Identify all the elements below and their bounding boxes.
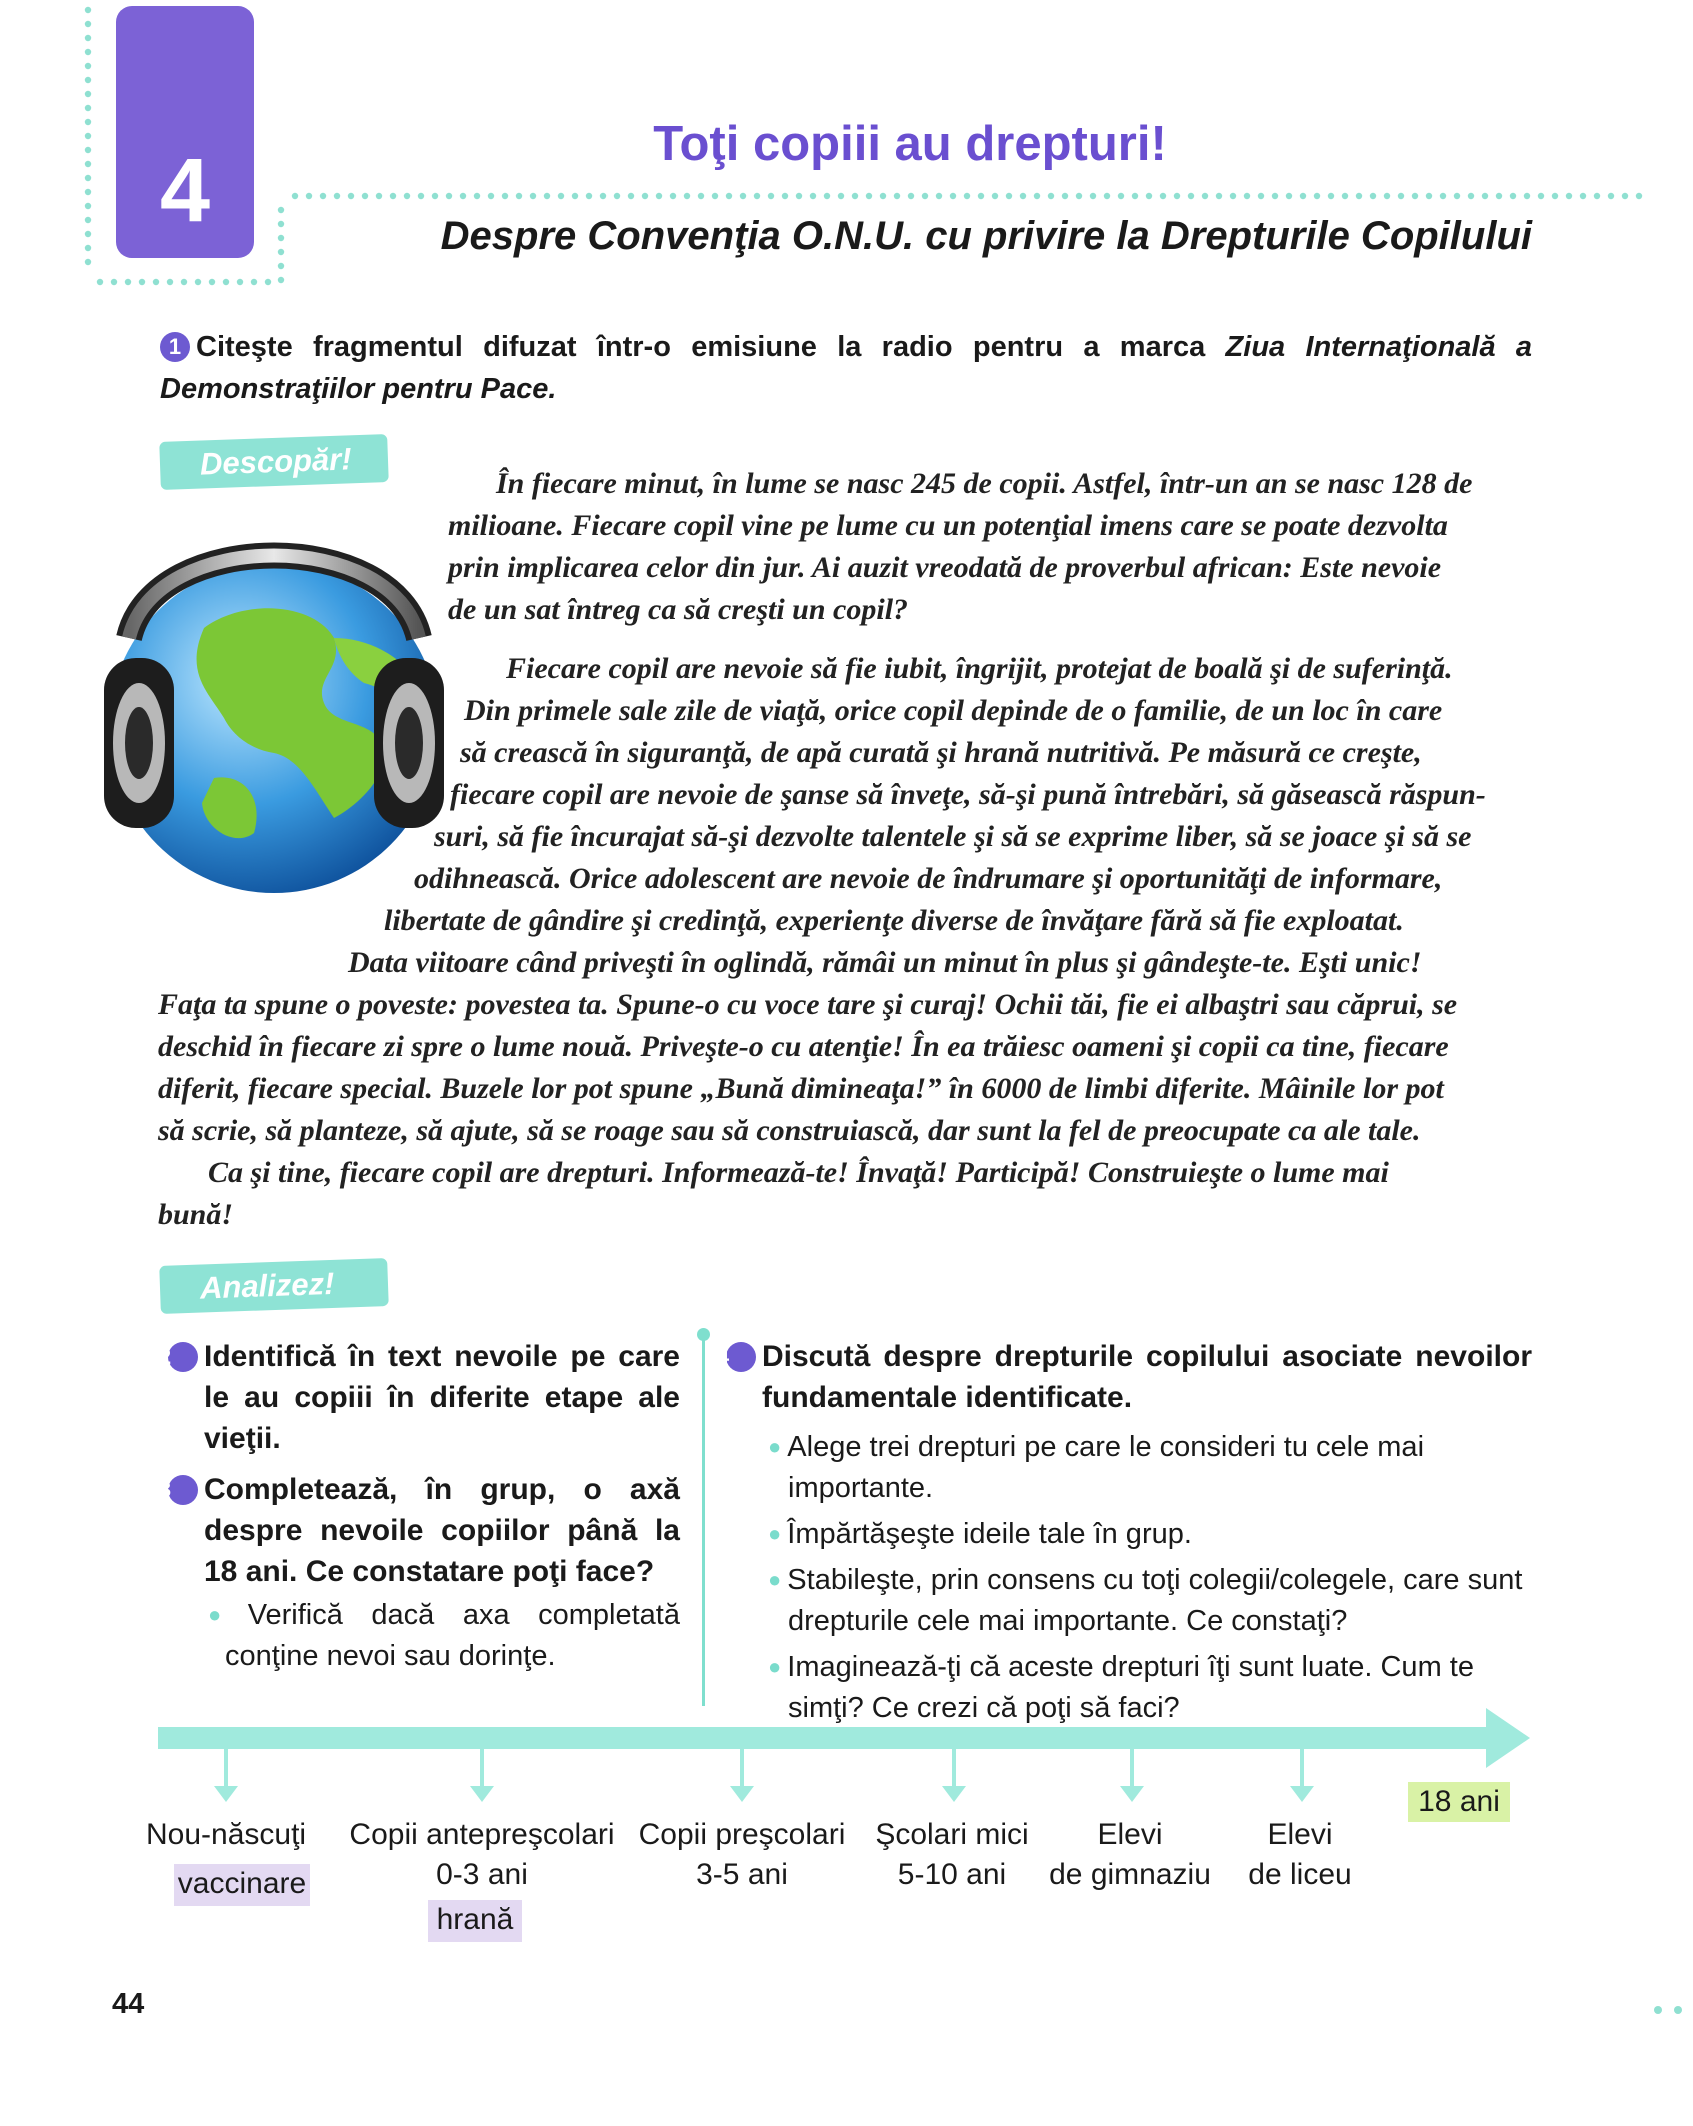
reading-line: deschid în fiecare zi spre o lume nouă. Priveşte-o cu atenţie! În ea trăiesc oameni şi copii ca tine, fiecare xyxy=(158,1030,1449,1063)
exercise-number: 3 xyxy=(168,1475,198,1505)
exercise-4-bullet: ● Stabileşte, prin consens cu toţi colegii/colegele, care sunt drepturile cele mai importante. Ce constaţi? xyxy=(768,1564,1523,1637)
analyze-tag: Analizez! xyxy=(159,1258,389,1314)
exercise-4-bullet: ● Împărtăşeşte ideile tale în grup. xyxy=(768,1518,1192,1550)
exercise-number: 4 xyxy=(726,1342,756,1372)
timeline-stage-label: Nou-născuţi xyxy=(146,1818,307,1851)
reading-line: suri, să fie încurajat să-şi dezvolte talentele şi să se exprime liber, să se joace şi să se xyxy=(434,820,1472,853)
timeline-stage-label: Elevi xyxy=(1097,1818,1163,1851)
timeline-tick-arrow xyxy=(730,1786,754,1802)
exercise-number: 2 xyxy=(168,1342,198,1372)
bullet-icon: ● xyxy=(768,1434,782,1459)
timeline-stage-age: 0-3 ani xyxy=(436,1858,528,1891)
reading-line: Faţa ta spune o poveste: povestea ta. Spune-o cu voce tare şi curaj! Ochii tăi, fie ei albaştri sau căprui, se xyxy=(158,988,1458,1021)
exercise-3 xyxy=(158,1469,680,1592)
reading-line: În fiecare minut, în lume se nasc 245 de copii. Astfel, într-un an se nasc 128 de xyxy=(496,467,1473,500)
reading-line: prin implicarea celor din jur. Ai auzit vreodată de proverbul african: Este nevoie xyxy=(448,551,1442,584)
page-number: 44 xyxy=(112,1988,145,2020)
reading-line: Fiecare copil are nevoie să fie iubit, îngrijit, protejat de boală şi de suferinţă. xyxy=(506,652,1453,685)
timeline-end-badge: 18 ani xyxy=(1408,1782,1510,1822)
page-title: Toţi copiii au drepturi! xyxy=(653,117,1167,171)
reading-line: să scrie, să planteze, să ajute, să se roage sau să construiască, dar sunt la fel de preocupate ca ale tale. xyxy=(158,1114,1421,1147)
timeline-tick-arrow xyxy=(214,1786,238,1802)
page-subtitle: Despre Convenţia O.N.U. cu privire la Drepturile Copilului xyxy=(440,214,1532,258)
timeline-tick-arrow xyxy=(942,1786,966,1802)
timeline-tick xyxy=(952,1748,956,1788)
timeline-tick xyxy=(1300,1748,1304,1788)
chapter-number: 4 xyxy=(159,141,211,241)
reading-line: diferit, fiecare special. Buzele lor pot spune „Bună dimineaţa!” în 6000 de limbi diferite. Mâinile lor pot xyxy=(158,1072,1444,1105)
timeline-stage-age: de liceu xyxy=(1248,1858,1352,1891)
reading-line: Data viitoare când priveşti în oglindă, rămâi un minut în plus şi gândeşte-te. Eşti unic! xyxy=(348,946,1422,979)
exercise-4-bullet: ● Alege trei drepturi pe care le consideri tu cele mai importante. xyxy=(768,1431,1425,1504)
timeline-stage-age: 5-10 ani xyxy=(897,1858,1007,1891)
exercise-1-text: Citeşte fragmentul difuzat într-o emisiune la radio pentru a marca xyxy=(196,331,1226,363)
timeline-example-badge: hrană xyxy=(428,1900,522,1942)
exercise-2 xyxy=(158,1336,680,1459)
column-divider xyxy=(702,1336,705,1706)
bullet-icon: ● xyxy=(768,1521,782,1546)
timeline-tick xyxy=(480,1748,484,1788)
reading-line: Din primele sale zile de viaţă, orice copil depinde de o familie, de un loc în care xyxy=(464,694,1443,727)
exercises-left-column xyxy=(158,1336,680,1677)
reading-line: odihnească. Orice adolescent are nevoie de îndrumare şi oportunităţi de informare, xyxy=(414,862,1443,895)
timeline-stage-age: de gimnaziu xyxy=(1049,1858,1211,1891)
reading-line: milioane. Fiecare copil vine pe lume cu un potenţial imens care se poate dezvolta xyxy=(448,509,1448,542)
bullet-icon: ● xyxy=(768,1567,782,1592)
timeline-axis xyxy=(158,1727,1488,1749)
exercise-2-text: Identifică în text nevoile pe care le au copiii în diferite etape ale vieţii. xyxy=(204,1340,680,1455)
timeline-stage-label: Elevi xyxy=(1267,1818,1333,1851)
timeline-tick xyxy=(740,1748,744,1788)
reading-line: să crească în siguranţă, de apă curată şi hrană nutritivă. Pe măsură ce creşte, xyxy=(460,736,1422,769)
timeline-example-badge: vaccinare xyxy=(174,1864,310,1906)
timeline-stage-label: Şcolari mici xyxy=(875,1818,1029,1851)
timeline-tick xyxy=(224,1748,228,1788)
timeline-stage-age: 3-5 ani xyxy=(696,1858,788,1891)
exercise-4-question xyxy=(716,1336,1532,1418)
reading-line: fiecare copil are nevoie de şanse să înveţe, să-şi pună întrebări, să găsească răspun- xyxy=(450,778,1486,811)
exercise-3-bullet: ● Verifică dacă axa completată conţine nevoi sau dorinţe. xyxy=(208,1599,680,1672)
decorative-corner-dots xyxy=(1650,2000,1690,2020)
timeline-tick-arrow xyxy=(1120,1786,1144,1802)
timeline-tick-arrow xyxy=(1290,1786,1314,1802)
reading-line: de un sat întreg ca să creşti un copil? xyxy=(448,593,909,626)
timeline-tick xyxy=(1130,1748,1134,1788)
discover-tag: Descopăr! xyxy=(159,434,389,490)
timeline-stage-label: Copii preşcolari xyxy=(638,1818,846,1851)
bullet-icon: ● xyxy=(768,1654,782,1679)
timeline-stage-label: Copii antepreşcolari xyxy=(349,1818,615,1851)
exercise-4-bullet: ● Imaginează-ţi că aceste drepturi îţi sunt luate. Cum te simţi? Ce crezi că poţi să faci? xyxy=(768,1651,1474,1724)
reading-line: Ca şi tine, fiecare copil are drepturi. Informează-te! Învaţă! Participă! Construieşte o lume mai xyxy=(208,1156,1389,1189)
exercise-4-text: Discută despre drepturile copilului asociate nevoilor fundamentale identificate. xyxy=(762,1340,1532,1414)
exercise-4 xyxy=(716,1336,1532,1733)
timeline-tick-arrow xyxy=(470,1786,494,1802)
exercise-number: 1 xyxy=(160,332,190,362)
timeline-arrow-head xyxy=(1486,1708,1530,1768)
bullet-icon: ● xyxy=(208,1602,242,1627)
reading-line: bună! xyxy=(158,1198,234,1231)
reading-line: libertate de gândire şi credinţă, experienţe diverse de învăţare fără să fie exploatat. xyxy=(384,904,1404,937)
exercise-1-italic: Ziua Internaţională a Demonstraţiilor pentru Pace. xyxy=(160,331,1533,405)
exercise-3-text: Completează, în grup, o axă despre nevoile copiilor până la 18 ani. Ce constatare poţi face? xyxy=(204,1473,680,1588)
